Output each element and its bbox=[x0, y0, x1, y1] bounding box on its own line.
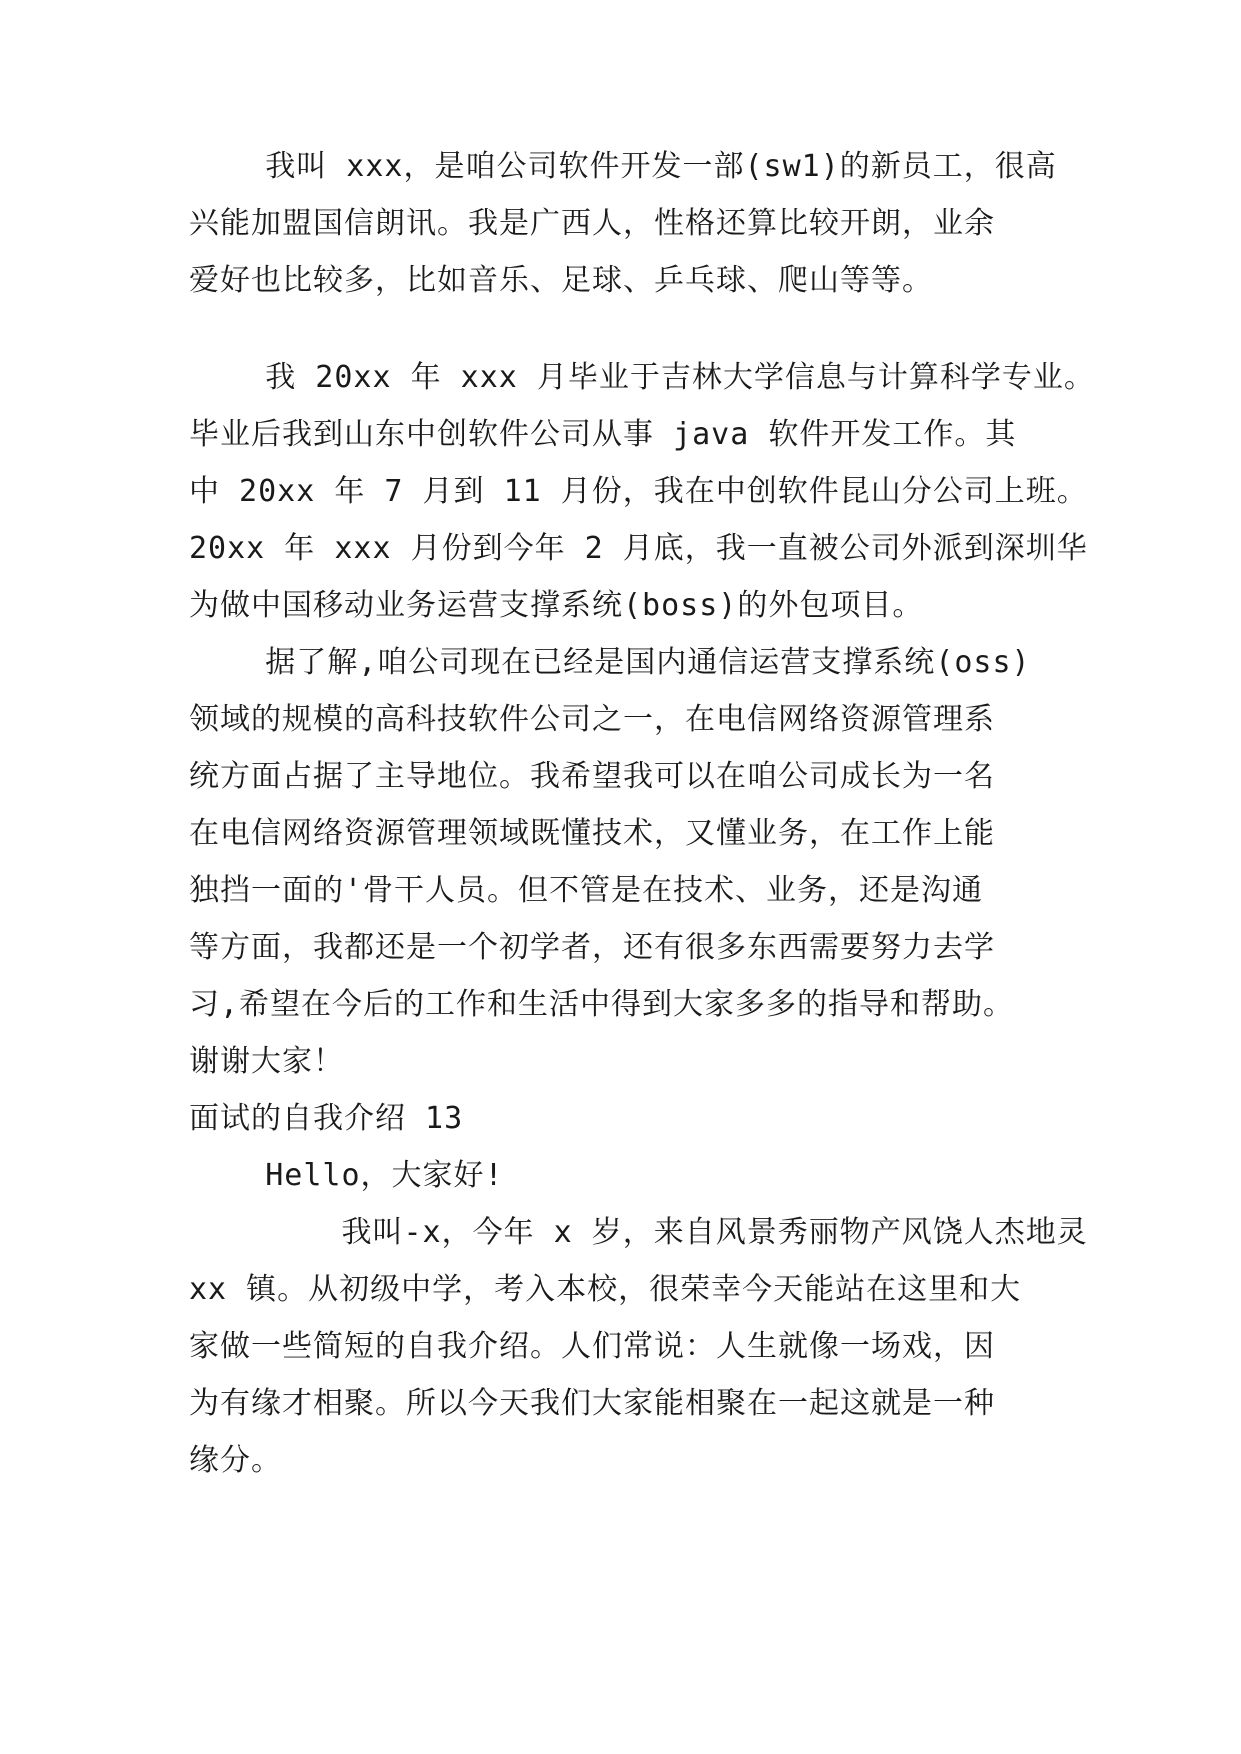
text-line: 为有缘才相聚。所以今天我们大家能相聚在一起这就是一种 bbox=[189, 1386, 995, 1421]
text-line: 等方面，我都还是一个初学者，还有很多东西需要努力去学 bbox=[189, 930, 995, 965]
paragraph-intro bbox=[189, 138, 1059, 309]
text-line: 在电信网络资源管理领域既懂技术，又懂业务，在工作上能 bbox=[189, 816, 995, 851]
text-line: 中 20xx 年 7 月到 11 月份，我在中创软件昆山分公司上班。 bbox=[189, 474, 1088, 509]
text-line: 独挡一面的'骨干人员。但不管是在技术、业务，还是沟通 bbox=[189, 873, 984, 908]
section-heading: 面试的自我介绍 13 bbox=[189, 1101, 464, 1136]
text-line: 爱好也比较多，比如音乐、足球、乒乓球、爬山等等。 bbox=[189, 263, 933, 298]
text-line: 兴能加盟国信朗讯。我是广西人，性格还算比较开朗，业余 bbox=[189, 206, 995, 241]
text-line: 习,希望在今后的工作和生活中得到大家多多的指导和帮助。 bbox=[189, 987, 1015, 1022]
text-line: 领域的规模的高科技软件公司之一，在电信网络资源管理系 bbox=[189, 702, 995, 737]
text-line: xx 镇。从初级中学，考入本校，很荣幸今天能站在这里和大 bbox=[189, 1272, 1022, 1307]
text-line: 20xx 年 xxx 月份到今年 2 月底，我一直被公司外派到深圳华 bbox=[189, 531, 1088, 566]
text-line: 谢谢大家！ bbox=[189, 1044, 344, 1079]
text-line: 统方面占据了主导地位。我希望我可以在咱公司成长为一名 bbox=[189, 759, 995, 794]
paragraph-body bbox=[189, 349, 1095, 1489]
text-line: 家做一些简短的自我介绍。人们常说：人生就像一场戏，因 bbox=[189, 1329, 995, 1364]
text-line: 毕业后我到山东中创软件公司从事 java 软件开发工作。其 bbox=[189, 417, 1017, 452]
text-line: 我叫 xxx，是咱公司软件开发一部(sw1)的新员工，很高 bbox=[189, 149, 1057, 184]
text-line: 我 20xx 年 xxx 月毕业于吉林大学信息与计算科学专业。 bbox=[189, 360, 1095, 395]
text-line: Hello，大家好! bbox=[189, 1158, 504, 1193]
text-line: 缘分。 bbox=[189, 1443, 282, 1478]
text-line: 为做中国移动业务运营支撑系统(boss)的外包项目。 bbox=[189, 588, 924, 623]
text-line: 据了解,咱公司现在已经是国内通信运营支撑系统(oss) bbox=[189, 645, 1031, 680]
text-line: 我叫-x，今年 x 岁，来自风景秀丽物产风饶人杰地灵 bbox=[189, 1215, 1088, 1250]
